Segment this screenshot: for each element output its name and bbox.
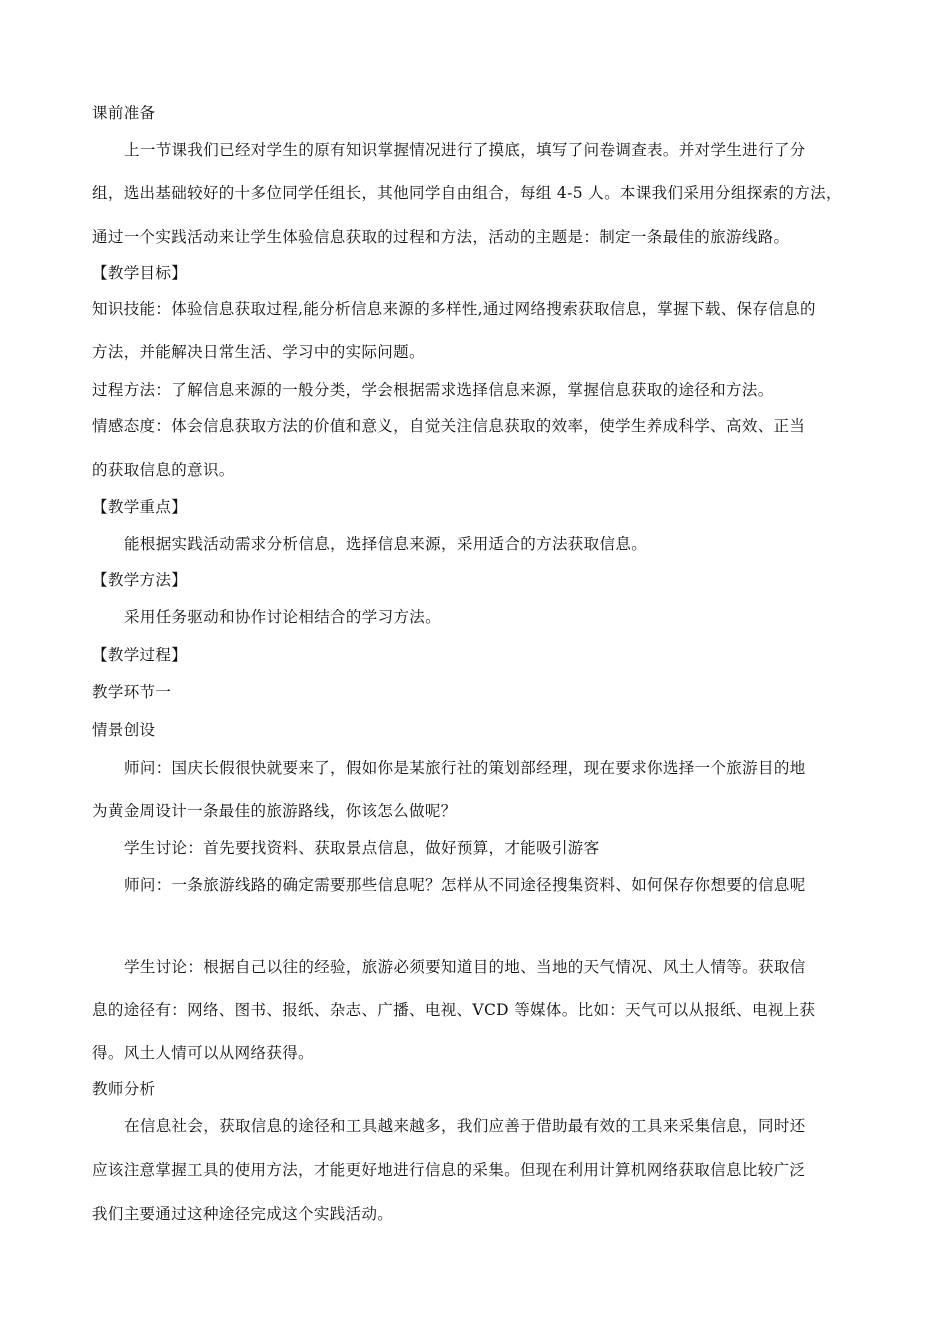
goals-knowledge-line-1: 知识技能：体验信息获取过程,能分析信息来源的多样性,通过网络搜索获取信息，掌握下载、保存信息的 [92,300,816,318]
goals-knowledge-line-2: 方法，并能解决日常生活、学习中的实际问题。 [92,343,425,361]
method-text: 采用任务驱动和协作讨论相结合的学习方法。 [124,608,442,626]
pre-class-paragraph-line-2: 组，选出基础较好的十多位同学任组长，其他同学自由组合，每组 4-5 人。本课我们采用分组探索的方法， [92,184,842,202]
teacher-question-1-line-2: 为黄金周设计一条最佳的旅游路线，你该怎么做呢？ [92,802,457,820]
pre-class-heading: 课前准备 [92,104,156,122]
focus-heading: 【教学重点】 [92,498,188,516]
analysis-line-2: 应该注意掌握工具的使用方法，才能更好地进行信息的采集。但现在利用计算机网络获取信息比较广泛 [92,1161,806,1179]
student-discussion-2-line-1: 学生讨论：根据自己以往的经验，旅游必须要知道目的地、当地的天气情况、风土人情等。获取信 [124,958,806,976]
analysis-heading: 教师分析 [92,1080,156,1098]
student-discussion-2-line-2: 息的途径有：网络、图书、报纸、杂志、广播、电视、VCD 等媒体。比如：天气可以从报纸、电视上获 [92,1001,816,1019]
pre-class-paragraph-line-3: 通过一个实践活动来让学生体验信息获取的过程和方法，活动的主题是：制定一条最佳的旅游线路。 [92,228,790,246]
goals-emotion-line-1: 情感态度：体会信息获取方法的价值和意义，自觉关注信息获取的效率，使学生养成科学、高效、正当 [92,417,806,435]
goals-heading: 【教学目标】 [92,264,188,282]
method-heading: 【教学方法】 [92,571,188,589]
process-heading: 【教学过程】 [92,646,188,664]
focus-text: 能根据实践活动需求分析信息，选择信息来源，采用适合的方法获取信息。 [124,535,648,553]
scene-heading: 情景创设 [92,721,156,739]
student-discussion-2-line-3: 得。风土人情可以从网络获得。 [92,1044,314,1062]
analysis-line-3: 我们主要通过这种途径完成这个实践活动。 [92,1205,394,1223]
analysis-line-1: 在信息社会，获取信息的途径和工具越来越多，我们应善于借助最有效的工具来采集信息，同时还 [124,1117,806,1135]
stage-one-heading: 教学环节一 [92,683,172,701]
teacher-question-1-line-1: 师问：国庆长假很快就要来了，假如你是某旅行社的策划部经理，现在要求你选择一个旅游目的地 [124,759,806,777]
goals-process: 过程方法：了解信息来源的一般分类，学会根据需求选择信息来源，掌握信息获取的途径和方法。 [92,381,774,399]
goals-emotion-line-2: 的获取信息的意识。 [92,461,235,479]
student-discussion-1: 学生讨论：首先要找资料、获取景点信息，做好预算，才能吸引游客 [124,839,600,857]
pre-class-paragraph-line-1: 上一节课我们已经对学生的原有知识掌握情况进行了摸底，填写了问卷调查表。并对学生进行了分 [124,141,806,159]
teacher-question-2: 师问：一条旅游线路的确定需要那些信息呢？怎样从不同途径搜集资料、如何保存你想要的信息呢 [124,876,806,894]
